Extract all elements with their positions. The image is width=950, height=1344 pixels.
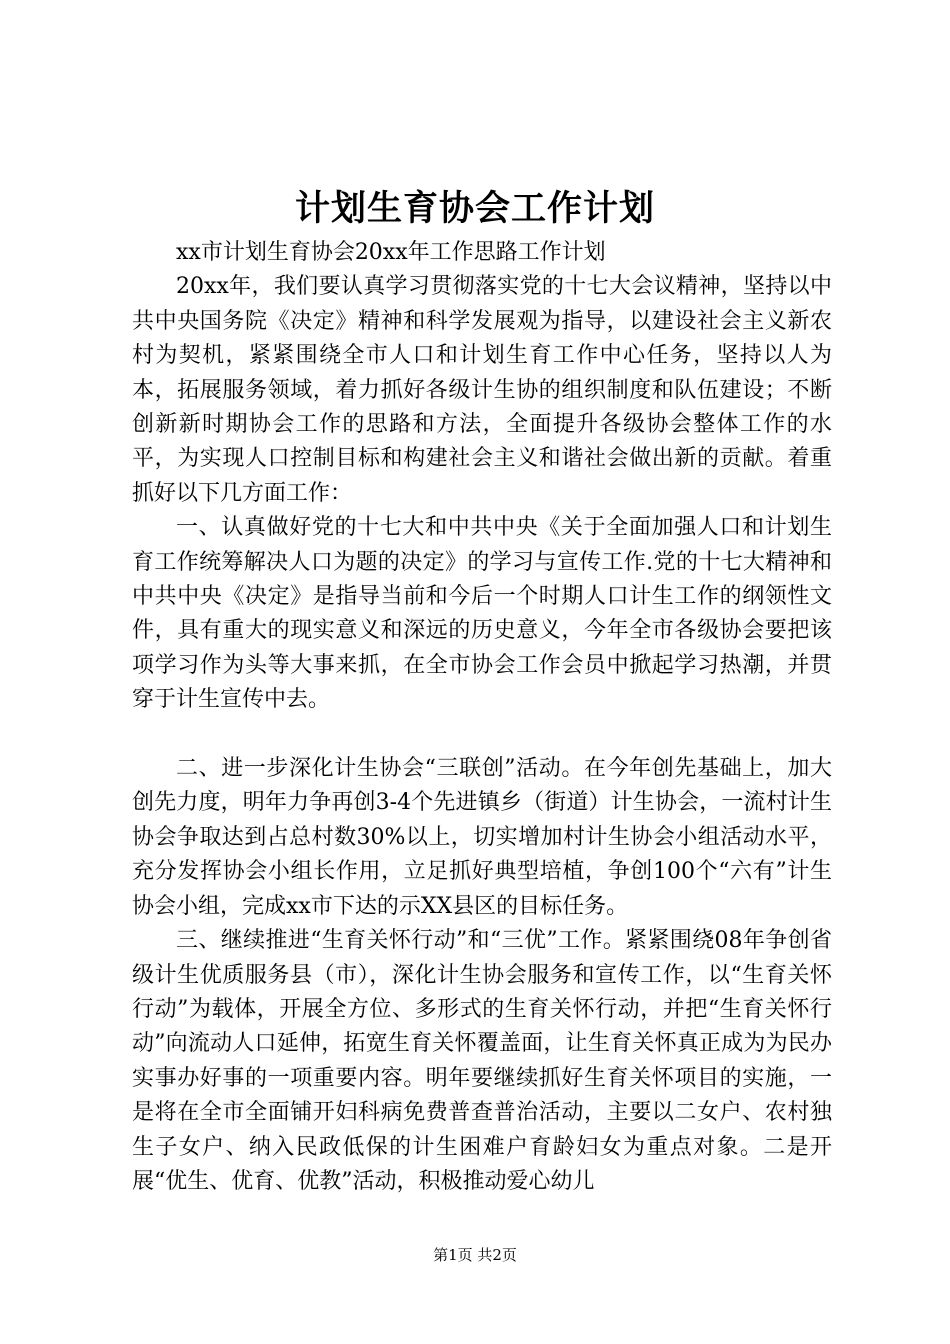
document-body: [132, 236, 832, 1199]
paragraph-item-2: 二、进一步深化计生协会“三联创”活动。在今年创先基础上，加大创先力度，明年力争再创3-4个先进镇乡（街道）计生协会，一流村计生协会争取达到占总村数30%以上，切实增加村计生协会小组活动水平，充分发挥协会小组长作用，立足抓好典型培植，争创100个“六有”计生协会小组，完成xx市下达的示XX县区的目标任务。: [132, 756, 832, 919]
paragraph-item-1: 一、认真做好党的十七大和中共中央《关于全面加强人口和计划生育工作统筹解决人口为题的决定》的学习与宣传工作.党的十七大精神和中共中央《决定》是指导当前和今后一个时期人口计生工作的纲领性文件，具有重大的现实意义和深远的历史意义，今年全市各级协会要把该项学习作为头等大事来抓，在全市协会工作会员中掀起学习热潮，并贯穿于计生宣传中去。: [132, 515, 832, 713]
document-title: 计划生育协会工作计划: [294, 188, 655, 229]
paragraph-spacer: [132, 718, 832, 752]
paragraph-subtitle: xx市计划生育协会20xx年工作思路工作计划: [176, 240, 606, 265]
page-footer: 第1页 共2页: [433, 1246, 517, 1264]
paragraph-intro: 20xx年，我们要认真学习贯彻落实党的十七大会议精神，坚持以中共中央国务院《决定》精神和科学发展观为指导，以建设社会主义新农村为契机，紧紧围绕全市人口和计划生育工作中心任务，坚持以人为本，拓展服务领域，着力抓好各级计生协的组织制度和队伍建设；不断创新新时期协会工作的思路和方法，全面提升各级协会整体工作的水平，为实现人口控制目标和构建社会主义和谐社会做出新的贡献。着重抓好以下几方面工作：: [132, 274, 832, 506]
paragraph-item-3: 三、继续推进“生育关怀行动”和“三优”工作。紧紧围绕08年争创省级计生优质服务县（市），深化计生协会服务和宣传工作，以“生育关怀行动”为载体，开展全方位、多形式的生育关怀行动，并把“生育关怀行动”向流动人口延伸，拓宽生育关怀覆盖面，让生育关怀真正成为为民办实事办好事的一项重要内容。明年要继续抓好生育关怀项目的实施，一是将在全市全面铺开妇科病免费普查普治活动，主要以二女户、农村独生子女户、纳入民政低保的计生困难户育龄妇女为重点对象。二是开展“优生、优育、优教”活动，积极推动爱心幼儿: [132, 928, 832, 1194]
